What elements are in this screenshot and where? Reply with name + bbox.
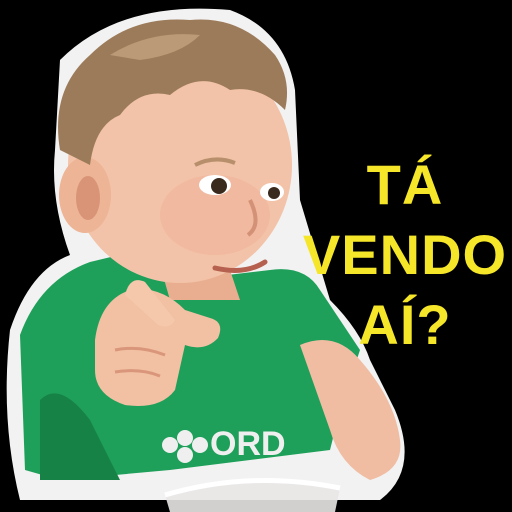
meme-caption xyxy=(300,150,510,360)
caption-line-2: VENDO xyxy=(302,223,508,286)
shirt-text: ORD xyxy=(210,425,286,463)
caption-line-3: AÍ? xyxy=(358,293,452,356)
caption-line-1: TÁ xyxy=(366,153,444,216)
ear-inner xyxy=(76,176,100,220)
left-pupil xyxy=(211,178,227,194)
right-pupil xyxy=(268,187,280,199)
